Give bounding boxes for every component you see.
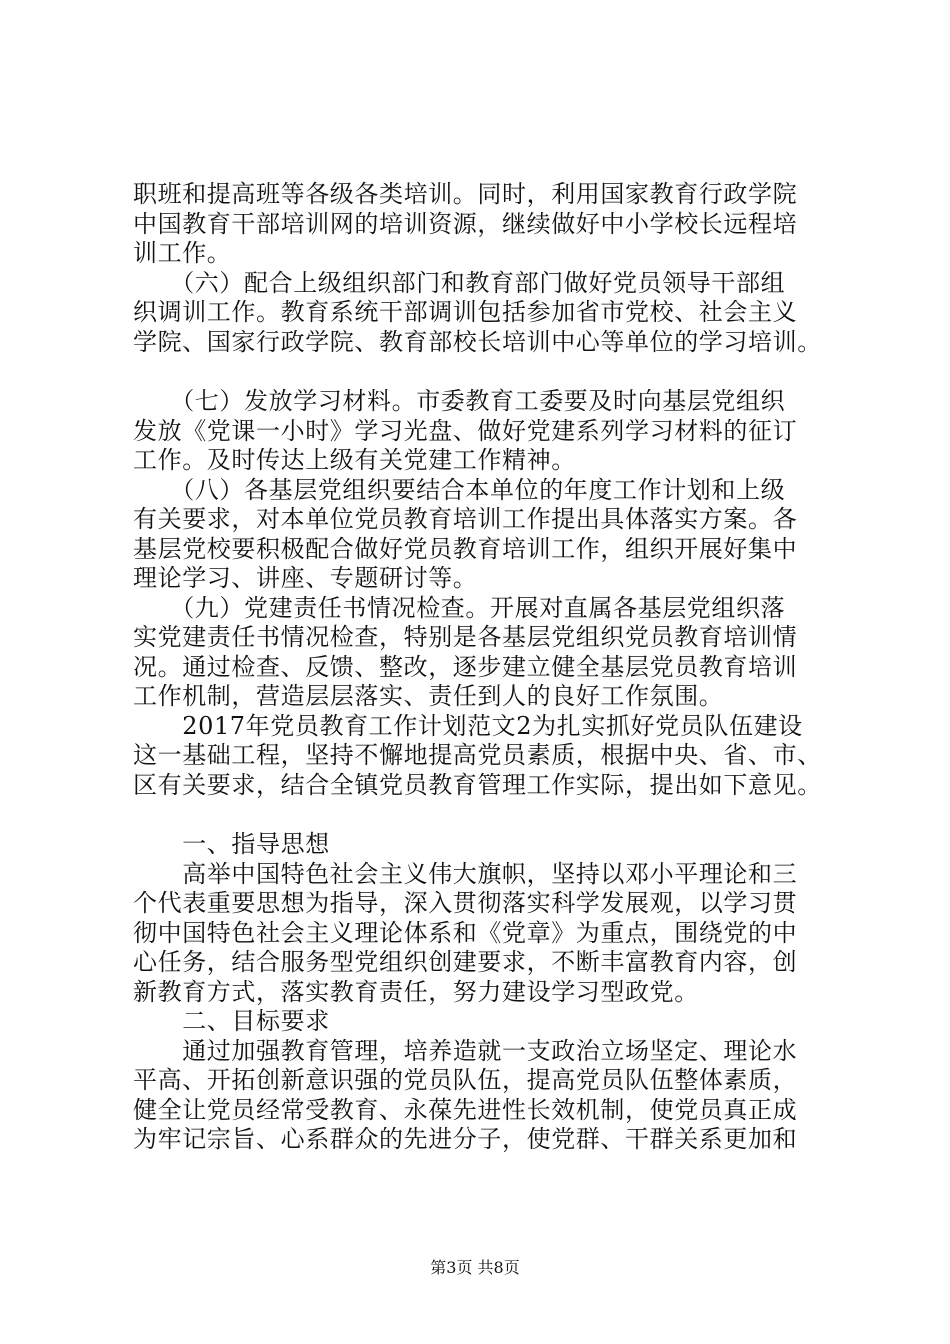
text-line: 个代表重要思想为指导，深入贯彻落实科学发展观，以学习贯 (133, 889, 798, 917)
text-line: 织调训工作。教育系统干部调训包括参加省市党校、社会主义 (133, 298, 798, 326)
text-line: 中国教育干部培训网的培训资源，继续做好中小学校长远程培 (133, 209, 798, 238)
text-line: （六）配合上级组织部门和教育部门做好党员领导干部组 (133, 268, 786, 297)
text-line: （七）发放学习材料。市委教育工委要及时向基层党组织 (133, 387, 786, 415)
text-line: 实党建责任书情况检查，特别是各基层党组织党员教育培训情 (133, 623, 798, 651)
section-b (133, 387, 845, 800)
text-line: 况。通过检查、反馈、整改，逐步建立健全基层党员教育培训 (133, 652, 798, 681)
text-line: 为牢记宗旨、心系群众的先进分子，使党群、干群关系更加和 (133, 1125, 798, 1153)
page-number-footer: 第3页 共8页 (430, 1258, 520, 1277)
paragraph-gap (133, 800, 845, 830)
text-line: 彻中国特色社会主义理论体系和《党章》为重点，围绕党的中 (133, 918, 798, 947)
text-line: 发放《党课一小时》学习光盘、做好党建系列学习材料的征订 (133, 416, 798, 445)
text-line: 理论学习、讲座、专题研讨等。 (133, 564, 478, 592)
section-heading: 一、指导思想 (133, 830, 330, 858)
text-line: 健全让党员经常受教育、永葆先进性长效机制，使党员真正成 (133, 1095, 798, 1124)
text-line: 高举中国特色社会主义伟大旗帜，坚持以邓小平理论和三 (133, 859, 798, 888)
text-line: （九）党建责任书情况检查。开展对直属各基层党组织落 (133, 593, 786, 622)
text-line: 通过加强教育管理，培养造就一支政治立场坚定、理论水 (133, 1036, 798, 1065)
text-line: 区有关要求，结合全镇党员教育管理工作实际，提出如下意见。 (133, 770, 822, 799)
text-line: 这一基础工程，坚持不懈地提高党员素质，根据中央、省、市、 (133, 741, 822, 769)
text-line: （八）各基层党组织要结合本单位的年度工作计划和上级 (133, 475, 786, 504)
text-line: 职班和提高班等各级各类培训。同时，利用国家教育行政学院 (133, 180, 798, 208)
text-line: 平高、开拓创新意识强的党员队伍，提高党员队伍整体素质， (133, 1066, 798, 1094)
section-a (133, 180, 845, 357)
text-line: 有关要求，对本单位党员教育培训工作提出具体落实方案。各 (133, 505, 798, 533)
section-heading: 二、目标要求 (133, 1007, 330, 1035)
section-c (133, 830, 845, 1155)
text-line: 工作。及时传达上级有关党建工作精神。 (133, 446, 576, 474)
text-line: 训工作。 (133, 239, 232, 267)
text-line: 心任务，结合服务型党组织创建要求，不断丰富教育内容，创 (133, 948, 798, 976)
text-line: 学院、国家行政学院、教育部校长培训中心等单位的学习培训。 (133, 327, 822, 356)
text-line: 基层党校要积极配合做好党员教育培训工作，组织开展好集中 (133, 534, 798, 563)
text-line: 工作机制，营造层层落实、责任到人的良好工作氛围。 (133, 682, 724, 710)
document-body (133, 180, 845, 1155)
paragraph-gap (133, 357, 845, 387)
text-line: 新教育方式，落实教育责任，努力建设学习型政党。 (133, 977, 699, 1006)
text-line: 2017年党员教育工作计划范文2为扎实抓好党员队伍建设 (133, 711, 803, 740)
